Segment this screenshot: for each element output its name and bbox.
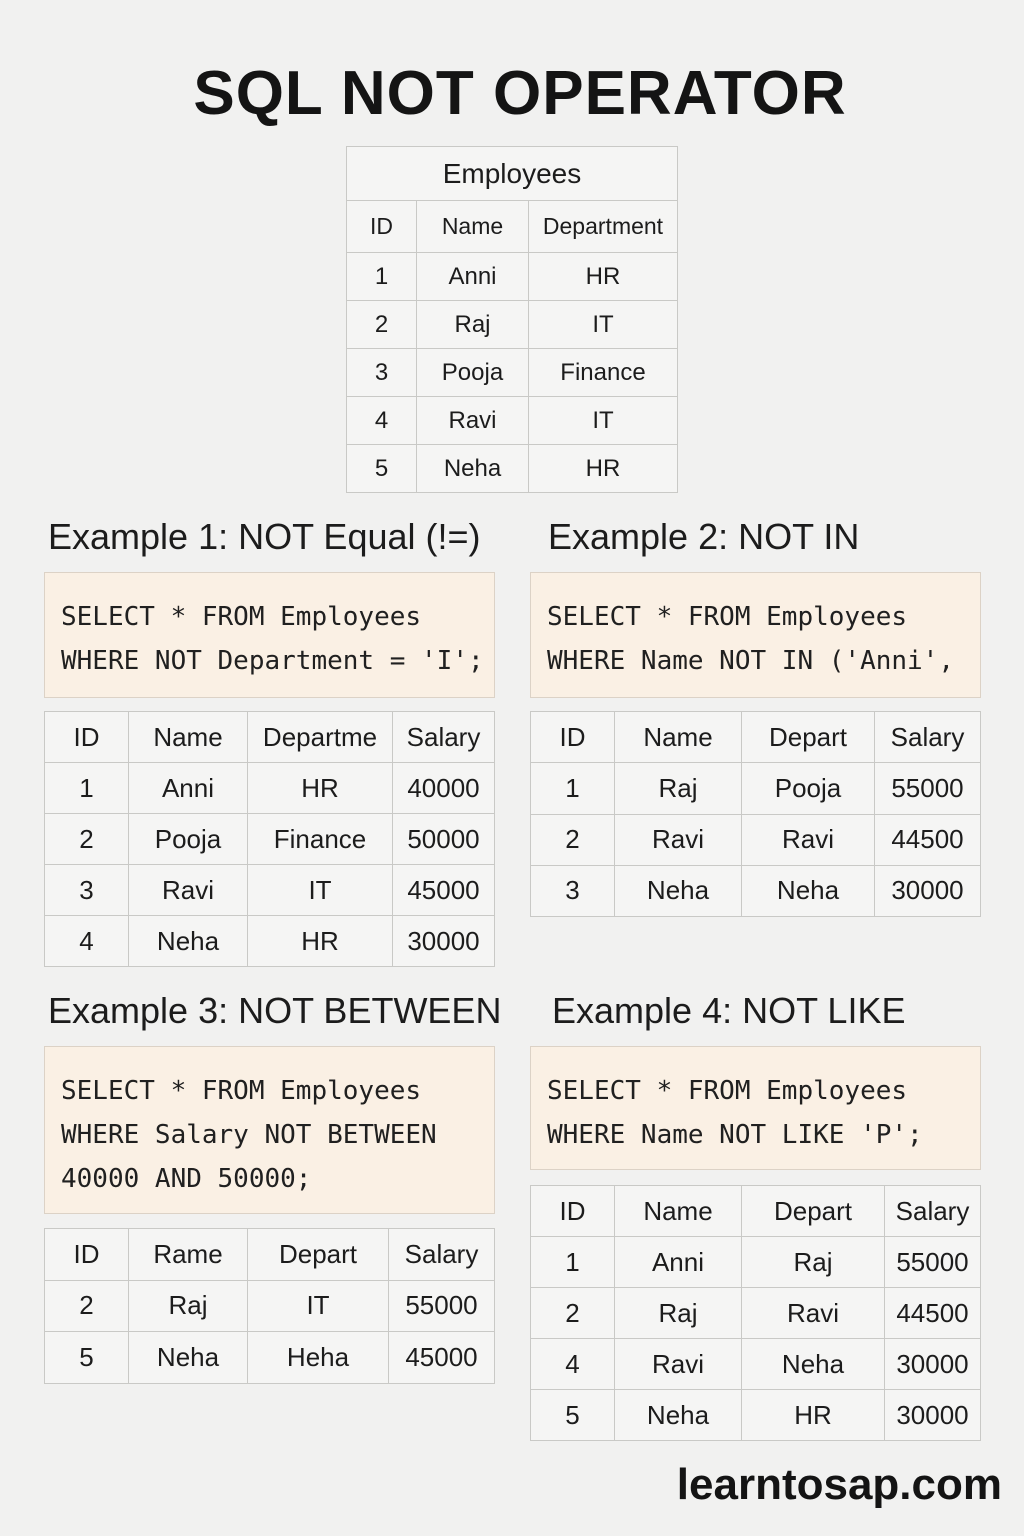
table-row <box>347 445 678 493</box>
table-cell: Anni <box>615 1237 742 1288</box>
table-cell: 40000 <box>393 763 495 814</box>
table-cell: IT <box>248 865 393 916</box>
header-cell: Departme <box>248 712 393 763</box>
table-cell: Neha <box>615 865 742 916</box>
table-cell: Anni <box>417 253 529 301</box>
table-cell: 3 <box>45 865 129 916</box>
table-header-row <box>531 712 981 763</box>
table-row <box>45 1280 495 1332</box>
header-cell: Depart <box>742 712 875 763</box>
table-row <box>347 301 678 349</box>
example-2-code: SELECT * FROM Employees WHERE Name NOT IN ('Anni', <box>530 572 981 698</box>
header-cell: Salary <box>885 1186 981 1237</box>
table-cell: 3 <box>531 865 615 916</box>
table-cell: 1 <box>45 763 129 814</box>
header-cell: Salary <box>875 712 981 763</box>
table-cell: 44500 <box>875 814 981 865</box>
table-cell: Neha <box>129 1332 248 1384</box>
header-cell: Rame <box>129 1229 248 1281</box>
table-row <box>45 763 495 814</box>
header-cell: Depart <box>248 1229 389 1281</box>
table-cell: 30000 <box>393 916 495 967</box>
table-cell: 30000 <box>875 865 981 916</box>
table-cell: Neha <box>742 1339 885 1390</box>
table-cell: 1 <box>347 253 417 301</box>
table-cell: HR <box>529 445 678 493</box>
table-cell: 5 <box>531 1390 615 1441</box>
table-row <box>531 814 981 865</box>
table-cell: Ravi <box>615 814 742 865</box>
table-cell: Neha <box>129 916 248 967</box>
table-cell: 50000 <box>393 814 495 865</box>
table-cell: IT <box>248 1280 389 1332</box>
table-row <box>531 1288 981 1339</box>
table-cell: Raj <box>417 301 529 349</box>
example-1-result <box>44 711 495 967</box>
table-cell: 4 <box>347 397 417 445</box>
table-cell: HR <box>742 1390 885 1441</box>
table-cell: Raj <box>129 1280 248 1332</box>
table-cell: Ravi <box>129 865 248 916</box>
table-header-row <box>45 1229 495 1281</box>
table-header-row <box>531 1186 981 1237</box>
table-cell: 3 <box>347 349 417 397</box>
table-cell: 4 <box>45 916 129 967</box>
header-cell: ID <box>347 201 417 253</box>
table-cell: Neha <box>615 1390 742 1441</box>
page-title: SQL NOT OPERATOR <box>193 59 847 128</box>
table-cell: 2 <box>45 1280 129 1332</box>
table-row <box>347 397 678 445</box>
table-cell: HR <box>529 253 678 301</box>
table-cell: HR <box>248 916 393 967</box>
header-cell: Name <box>417 201 529 253</box>
table-cell: 4 <box>531 1339 615 1390</box>
example-4-result <box>530 1185 981 1441</box>
table-cell: 45000 <box>389 1332 495 1384</box>
table-cell: Ravi <box>742 1288 885 1339</box>
header-cell: Name <box>615 712 742 763</box>
table-cell: 44500 <box>885 1288 981 1339</box>
table-row <box>45 814 495 865</box>
table-row <box>531 1339 981 1390</box>
table-cell: IT <box>529 301 678 349</box>
table-row <box>45 865 495 916</box>
example-4-title: Example 4: NOT LIKE <box>552 990 906 1031</box>
table-row <box>45 916 495 967</box>
table-cell: Heha <box>248 1332 389 1384</box>
example-2-title: Example 2: NOT IN <box>548 516 860 557</box>
header-cell: Name <box>129 712 248 763</box>
example-1-title: Example 1: NOT Equal (!=) <box>48 516 481 557</box>
table-cell: 1 <box>531 1237 615 1288</box>
example-2-result <box>530 711 981 917</box>
employees-table <box>346 146 678 493</box>
table-cell: 55000 <box>875 763 981 814</box>
table-cell: 30000 <box>885 1339 981 1390</box>
example-1-code: SELECT * FROM Employees WHERE NOT Department = 'I'; <box>44 572 495 698</box>
table-cell: 1 <box>531 763 615 814</box>
table-cell: Anni <box>129 763 248 814</box>
table-row <box>531 763 981 814</box>
table-cell: Raj <box>615 763 742 814</box>
table-row <box>45 1332 495 1384</box>
header-cell: ID <box>531 712 615 763</box>
table-row <box>531 1390 981 1441</box>
header-cell: Salary <box>389 1229 495 1281</box>
table-row <box>531 865 981 916</box>
table-cell: Neha <box>417 445 529 493</box>
table-cell: 55000 <box>885 1237 981 1288</box>
example-3-result <box>44 1228 495 1384</box>
example-3-title: Example 3: NOT BETWEEN <box>48 990 502 1031</box>
table-cell: Raj <box>742 1237 885 1288</box>
table-cell: 2 <box>347 301 417 349</box>
table-cell: 2 <box>531 1288 615 1339</box>
table-cell: 30000 <box>885 1390 981 1441</box>
table-cell: Raj <box>615 1288 742 1339</box>
table-row <box>347 349 678 397</box>
table-cell: 5 <box>347 445 417 493</box>
table-cell: Pooja <box>742 763 875 814</box>
header-cell: Depart <box>742 1186 885 1237</box>
table-cell: Pooja <box>417 349 529 397</box>
table-cell: Pooja <box>129 814 248 865</box>
header-cell: Department <box>529 201 678 253</box>
table-cell: Ravi <box>417 397 529 445</box>
example-3-code: SELECT * FROM Employees WHERE Salary NOT BETWEEN 40000 AND 50000; <box>44 1046 495 1214</box>
table-cell: Finance <box>248 814 393 865</box>
table-cell: HR <box>248 763 393 814</box>
table-header-row <box>45 712 495 763</box>
employees-caption: Employees <box>346 146 678 200</box>
table-cell: Finance <box>529 349 678 397</box>
table-cell: Ravi <box>615 1339 742 1390</box>
table-cell: IT <box>529 397 678 445</box>
example-4-code: SELECT * FROM Employees WHERE Name NOT LIKE 'P'; <box>530 1046 981 1170</box>
brand-watermark: learntosap.com <box>676 1460 1002 1509</box>
table-row <box>347 253 678 301</box>
table-cell: 2 <box>531 814 615 865</box>
header-cell: ID <box>45 712 129 763</box>
header-cell: ID <box>531 1186 615 1237</box>
table-cell: 45000 <box>393 865 495 916</box>
table-cell: 55000 <box>389 1280 495 1332</box>
table-cell: Neha <box>742 865 875 916</box>
header-cell: ID <box>45 1229 129 1281</box>
table-cell: Ravi <box>742 814 875 865</box>
header-cell: Name <box>615 1186 742 1237</box>
header-cell: Salary <box>393 712 495 763</box>
table-header-row <box>347 201 678 253</box>
table-cell: 5 <box>45 1332 129 1384</box>
table-row <box>531 1237 981 1288</box>
table-cell: 2 <box>45 814 129 865</box>
